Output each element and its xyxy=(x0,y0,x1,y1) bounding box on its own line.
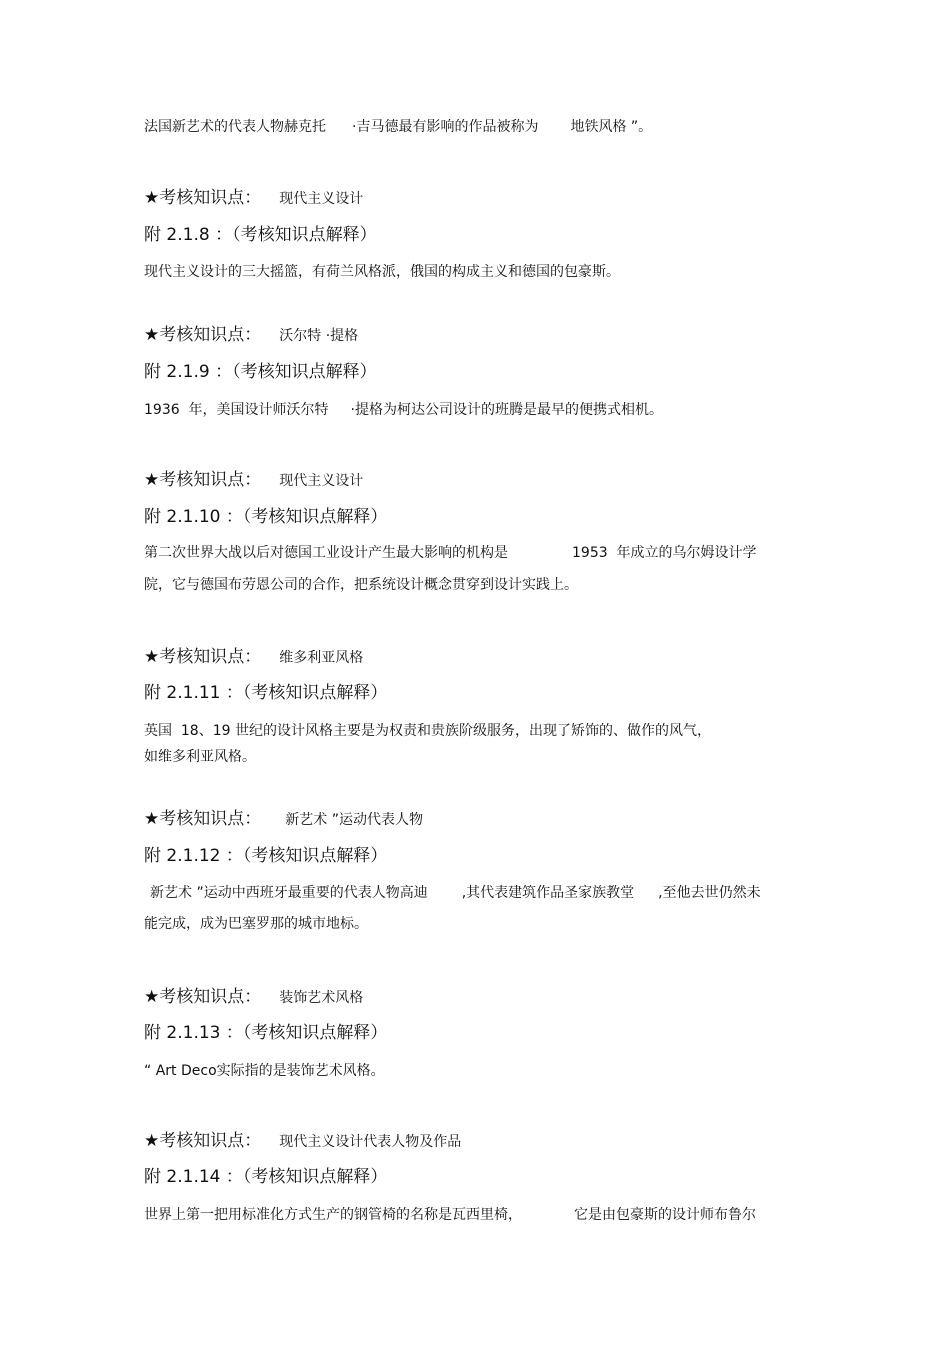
knowledge-point-label: ★考核知识点： xyxy=(144,470,262,490)
knowledge-point-topic: 现代主义设计 xyxy=(279,473,364,489)
knowledge-point-heading xyxy=(144,1133,461,1150)
knowledge-point-heading xyxy=(144,472,363,489)
explanation-paragraph xyxy=(144,1064,385,1078)
appendix-heading: 附 2.1.11 ：（考核知识点解释） xyxy=(144,683,388,703)
explanation-text: 世界上第一把用标准化方式生产的钢管椅的名称是瓦西里椅， xyxy=(144,1207,522,1223)
intro-paragraph xyxy=(144,120,652,134)
intro-text-1: 法国新艺术的代表人物赫克托 xyxy=(144,119,326,135)
explanation-text: 实际指的是装饰艺术风格。 xyxy=(216,1063,385,1079)
explanation-text: ·提格为柯达公司设计的班腾是最早的便携式相机。 xyxy=(350,402,663,418)
explanation-paragraph xyxy=(144,546,757,560)
knowledge-point-label: ★考核知识点： xyxy=(144,647,262,667)
appendix-heading: 附 2.1.9 ：（考核知识点解释） xyxy=(144,362,377,382)
knowledge-point-heading xyxy=(144,649,363,666)
knowledge-point-topic: 装饰艺术风格 xyxy=(279,990,364,1006)
explanation-text: 院，它与德国布劳恩公司的合作，把系统设计概念贯穿到设计实践上。 xyxy=(144,577,578,593)
intro-text-3: 地铁风格 ”。 xyxy=(570,119,653,135)
knowledge-point-label: ★考核知识点： xyxy=(144,325,262,345)
knowledge-point-label: ★考核知识点： xyxy=(144,1131,262,1151)
knowledge-point-topic: 沃尔特 ·提格 xyxy=(279,328,359,344)
appendix-heading: 附 2.1.10 ：（考核知识点解释） xyxy=(144,507,388,527)
knowledge-point-topic: 现代主义设计 xyxy=(279,191,364,207)
explanation-text: 如维多利亚风格。 xyxy=(144,749,256,765)
appendix-heading: 附 2.1.12 ：（考核知识点解释） xyxy=(144,846,388,866)
explanation-paragraph xyxy=(144,1208,756,1222)
explanation-text: ,其代表建筑作品圣家族教堂 xyxy=(461,885,635,901)
explanation-text: 能完成，成为巴塞罗那的城市地标。 xyxy=(144,916,368,932)
explanation-paragraph xyxy=(150,886,761,900)
explanation-text: 现代主义设计的三大摇篮，有荷兰风格派，俄国的构成主义和德国的包豪斯。 xyxy=(144,264,620,280)
knowledge-point-label: ★考核知识点： xyxy=(144,809,262,829)
explanation-text: 它是由包豪斯的设计师布鲁尔 xyxy=(574,1207,756,1223)
explanation-text: 第二次世界大战以后对德国工业设计产生最大影响的机构是 xyxy=(144,545,508,561)
explanation-text: 1936 年，美国设计师沃尔特 xyxy=(144,402,329,418)
knowledge-point-label: ★考核知识点： xyxy=(144,987,262,1007)
explanation-paragraph xyxy=(144,403,663,417)
knowledge-point-topic: 新艺术 ”运动代表人物 xyxy=(285,812,423,828)
knowledge-point-topic: 维多利亚风格 xyxy=(279,650,364,666)
knowledge-point-heading xyxy=(144,989,363,1006)
knowledge-point-heading xyxy=(144,811,423,828)
knowledge-point-topic: 现代主义设计代表人物及作品 xyxy=(279,1134,462,1150)
explanation-text: ,至他去世仍然未 xyxy=(658,885,761,901)
appendix-heading: 附 2.1.14 ：（考核知识点解释） xyxy=(144,1167,388,1187)
knowledge-point-label: ★考核知识点： xyxy=(144,188,262,208)
knowledge-point-heading xyxy=(144,327,358,344)
knowledge-point-heading xyxy=(144,190,363,207)
appendix-heading: 附 2.1.8 ：（考核知识点解释） xyxy=(144,225,377,245)
intro-text-2: ·吉马德最有影响的作品被称为 xyxy=(352,119,539,135)
explanation-text: “ Art Deco xyxy=(144,1063,217,1079)
explanation-text: 新艺术 ”运动中西班牙最重要的代表人物高迪 xyxy=(150,885,428,901)
explanation-text: 1953 年成立的乌尔姆设计学 xyxy=(572,545,757,561)
explanation-text: 英国 18、19 世纪的设计风格主要是为权责和贵族阶级服务，出现了矫饰的、做作的风气， xyxy=(144,723,711,739)
appendix-heading: 附 2.1.13 ：（考核知识点解释） xyxy=(144,1023,388,1043)
